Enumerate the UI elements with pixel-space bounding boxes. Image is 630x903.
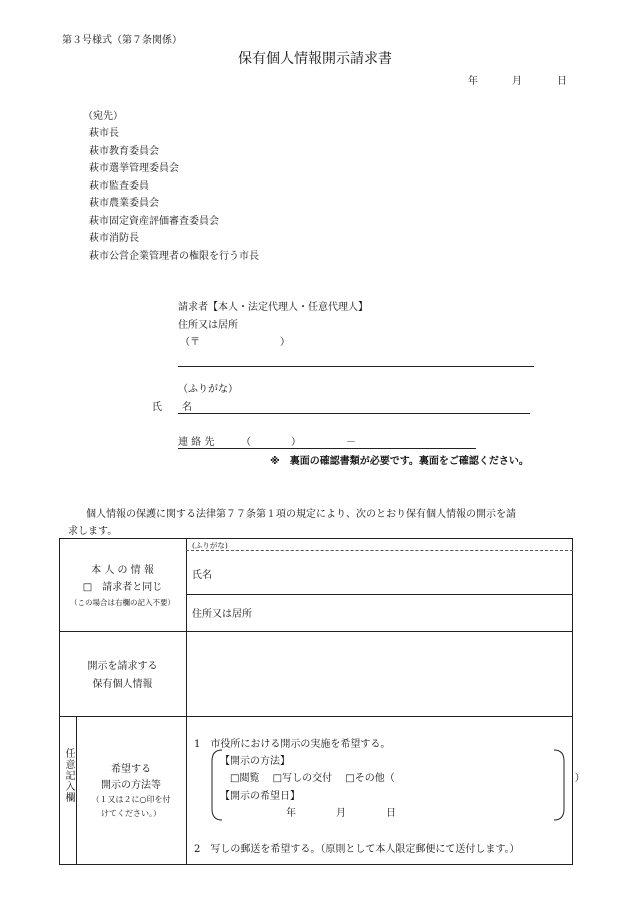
- table-column-divider: [186, 538, 187, 864]
- name-label-right: 名: [182, 402, 192, 413]
- option-2-mail[interactable]: 2 写しの郵送を希望する。（原則として本人限定郵便にて送付します。）: [194, 844, 520, 855]
- person-address-label: 住所又は居所: [192, 609, 252, 620]
- method-label-3: （１又は２に○印を付: [91, 795, 171, 804]
- method-label-1: 希望する: [111, 764, 151, 775]
- date-month-label: 月: [512, 76, 522, 87]
- method-label-4: けてください。）: [101, 809, 161, 818]
- person-info-note: （この場合は右欄の記入不要）: [70, 598, 175, 607]
- right-bracket: [554, 750, 564, 820]
- addressee-item: 萩市教育委員会: [89, 146, 159, 157]
- date-day-label: 日: [557, 76, 567, 87]
- addressee-item: 萩市監査委員: [89, 181, 149, 192]
- method-header: 【開示の方法】: [220, 756, 290, 767]
- person-name-label: 氏名: [192, 570, 212, 581]
- addressee-item: 萩市消防長: [89, 233, 139, 244]
- date-year-label: 年: [468, 76, 478, 87]
- address-label: 住所又は居所: [178, 320, 238, 331]
- address-line[interactable]: [178, 366, 534, 367]
- optional-side-label: 任意記入欄: [63, 748, 74, 803]
- addressee-item: 萩市農業委員会: [89, 198, 159, 209]
- furigana-label: （ふりがな）: [178, 384, 238, 395]
- addressee-item: 萩市選挙管理委員会: [89, 163, 179, 174]
- addressee-header: （宛先）: [83, 111, 123, 122]
- table-row-divider: [59, 716, 573, 717]
- contact-label: 連 絡 先: [178, 437, 215, 448]
- form-number: 第３号様式（第７条関係）: [62, 35, 182, 46]
- contact-field[interactable]: （ ） －: [241, 437, 356, 448]
- name-row-divider: [186, 594, 573, 595]
- addressee-item: 萩市固定資産評価審査委員会: [89, 216, 219, 227]
- furigana-divider: [186, 550, 573, 551]
- person-furigana-label: (ふりがな): [192, 541, 228, 550]
- person-info-title: 本 人 の 情 報: [91, 565, 154, 576]
- confirmation-note: ※ 裏面の確認書類が必要です。裏面をご確認ください。: [270, 456, 529, 467]
- table-border-right: [572, 538, 573, 864]
- method-choices[interactable]: □閲覧 □写しの交付 □その他（ ）: [230, 773, 585, 784]
- addressee-item: 萩市公営企業管理者の権限を行う市長: [89, 251, 259, 262]
- method-label-2: 開示の方法等: [101, 780, 161, 791]
- table-border-top: [59, 538, 573, 539]
- name-label-left: 氏: [152, 402, 162, 413]
- same-as-requester-checkbox[interactable]: □ 請求者と同じ: [82, 582, 163, 593]
- name-line[interactable]: [178, 413, 530, 414]
- table-border-bottom: [59, 864, 573, 865]
- postal-code-field[interactable]: （〒 ）: [180, 337, 290, 348]
- requested-info-label-2: 保有個人情報: [92, 679, 153, 690]
- requester-label: 請求者【本人・法定代理人・任意代理人】: [178, 302, 368, 313]
- requested-info-field[interactable]: [190, 636, 568, 712]
- intro-line-2: 求します。: [68, 526, 118, 537]
- requested-info-label-1: 開示を請求する: [87, 661, 158, 672]
- addressee-item: 萩市長: [89, 128, 119, 139]
- table-row-divider: [59, 631, 573, 632]
- option-1-onsite[interactable]: 1 市役所における開示の実施を希望する。: [194, 739, 391, 750]
- date-header: 【開示の希望日】: [220, 791, 300, 802]
- page-title: 保有個人情報開示請求書: [238, 51, 392, 67]
- contact-line[interactable]: [178, 448, 476, 449]
- desired-date-field[interactable]: 年 月 日: [286, 808, 396, 819]
- intro-line-1: 個人情報の保護に関する法律第７７条第１項の規定により、次のとおり保有個人情報の開示を請: [86, 509, 516, 520]
